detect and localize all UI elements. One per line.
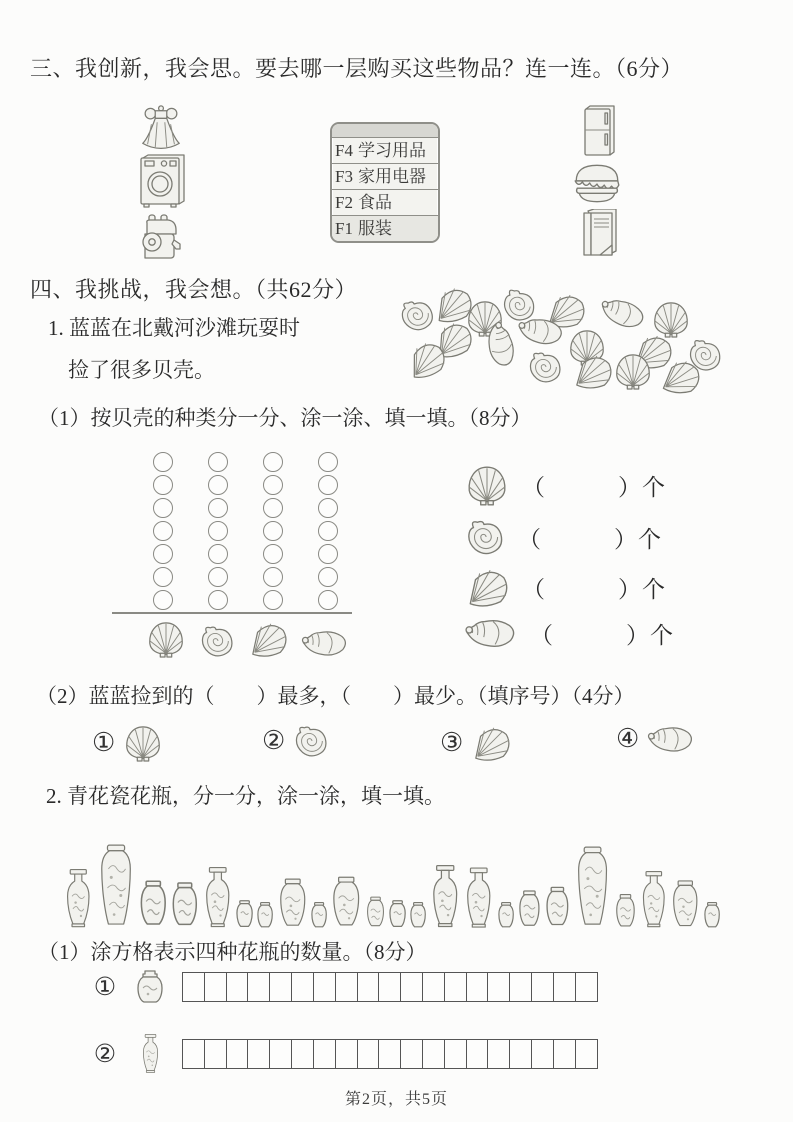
grid-cell xyxy=(378,972,401,1002)
grid-cell xyxy=(226,1039,249,1069)
tally-circle xyxy=(153,567,173,587)
grid-cell xyxy=(226,972,249,1002)
option-number: ② xyxy=(262,726,286,755)
tally-circle xyxy=(153,590,173,610)
tally-circle xyxy=(263,567,283,587)
grid-cell xyxy=(487,1039,510,1069)
grid-cell xyxy=(291,1039,314,1069)
tall-vase-icon xyxy=(430,864,460,930)
tally-circle xyxy=(318,521,338,541)
grid-row-2 xyxy=(92,1034,598,1074)
tally-circle xyxy=(263,498,283,518)
grid-cell xyxy=(182,1039,205,1069)
q1-part2-text: （2）蓝蓝捡到的（ ）最多，（ ）最少。（填序号）（4分） xyxy=(36,684,635,708)
floor-label: 服装 xyxy=(357,219,392,238)
grid-cell xyxy=(182,972,205,1002)
grid-cell xyxy=(509,1039,532,1069)
tally-circle xyxy=(318,544,338,564)
vase-row xyxy=(64,818,720,930)
fill-grid xyxy=(182,1039,598,1069)
small-vase-icon xyxy=(171,882,199,930)
conch-shell-icon xyxy=(646,724,696,754)
tiny-vase-icon xyxy=(410,902,426,930)
section4-title: 四、我挑战，我会想。（共62分） xyxy=(30,277,358,302)
grand-vase-icon xyxy=(97,842,135,930)
grid-cell xyxy=(531,972,554,1002)
med-vase-icon xyxy=(331,876,361,930)
grid-cell xyxy=(575,972,598,1002)
fan-shell-icon xyxy=(247,620,289,658)
shell-count-row xyxy=(464,464,666,506)
tally-circle xyxy=(208,498,228,518)
tally-circle xyxy=(153,498,173,518)
tally-circle xyxy=(208,544,228,564)
count-blank: （ ）个 xyxy=(522,576,666,602)
grid-row-1 xyxy=(92,970,598,1004)
vase-icon-holder xyxy=(132,970,168,1004)
floor-code: F4 xyxy=(335,141,353,160)
grid-cell xyxy=(378,1039,401,1069)
snail-shell-icon xyxy=(292,724,330,758)
floor-label: 家用电器 xyxy=(357,167,426,186)
snail-shell-icon xyxy=(526,350,564,384)
q1-part1-text: （1）按贝壳的种类分一分、涂一涂、填一填。（8分） xyxy=(38,406,532,430)
small-vase-icon xyxy=(366,896,385,930)
tall-vase-icon xyxy=(203,866,233,930)
grid-cell xyxy=(400,972,423,1002)
tiny-vase-icon xyxy=(704,902,720,930)
tiny-vase-icon xyxy=(236,900,253,930)
tally-circle xyxy=(318,475,338,495)
small-vase-icon xyxy=(545,886,570,930)
shell-option-2 xyxy=(262,724,330,758)
floor-code: F2 xyxy=(335,193,353,212)
grid-cell xyxy=(247,972,270,1002)
floor-code: F1 xyxy=(335,219,353,238)
med-vase-icon xyxy=(278,878,308,930)
shell-option-1 xyxy=(92,724,164,762)
tally-circle xyxy=(208,590,228,610)
grand-vase-icon xyxy=(574,844,611,930)
med-vase-icon xyxy=(671,880,700,930)
jar-vase-icon xyxy=(135,970,165,1004)
fan-shell-icon xyxy=(402,336,451,382)
tiny-vase-icon xyxy=(498,902,514,930)
grid-cell xyxy=(487,972,510,1002)
tally-circle xyxy=(318,498,338,518)
tally-circle xyxy=(318,452,338,472)
tally-circle xyxy=(208,475,228,495)
grid-cell xyxy=(313,972,336,1002)
page-footer: 第2页，共5页 xyxy=(344,1091,448,1108)
fan-shell-icon xyxy=(657,354,705,399)
q1-intro-line2: 捡了很多贝壳。 xyxy=(68,358,215,382)
snail-shell-icon xyxy=(464,518,506,556)
tiny-vase-icon xyxy=(311,902,327,930)
grid-cell xyxy=(509,972,532,1002)
count-blank: （ ）个 xyxy=(522,474,666,500)
vase-icon-holder xyxy=(132,1034,168,1074)
count-blank: （ ）个 xyxy=(518,526,662,552)
grid-cell xyxy=(291,972,314,1002)
grid-cell xyxy=(531,1039,554,1069)
scallop-shell-icon xyxy=(145,620,187,658)
fan-shell-icon xyxy=(571,351,616,392)
grid-cell xyxy=(444,972,467,1002)
tiny-vase-icon xyxy=(389,900,406,930)
tally-circle xyxy=(153,544,173,564)
grid-cell xyxy=(335,1039,358,1069)
tally-circle xyxy=(208,521,228,541)
conch-shell-icon xyxy=(514,313,568,350)
grid-cell xyxy=(357,972,380,1002)
grid-cell xyxy=(400,1039,423,1069)
scallop-shell-icon xyxy=(122,724,164,762)
option-number: ③ xyxy=(440,728,464,757)
section3-title: 三、我创新，我会思。要去哪一层购买这些物品？连一连。（6分） xyxy=(30,56,684,81)
conch-shell-icon xyxy=(300,628,350,658)
grid-cell xyxy=(204,972,227,1002)
grid-cell xyxy=(335,972,358,1002)
fan-shell-icon xyxy=(470,724,512,762)
grid-cell xyxy=(269,1039,292,1069)
scallop-shell-icon xyxy=(464,464,510,506)
tally-circle xyxy=(153,521,173,541)
grid-cell xyxy=(466,972,489,1002)
grid-cell xyxy=(575,1039,598,1069)
floor-label: 学习用品 xyxy=(357,141,426,160)
floor-label: 食品 xyxy=(357,193,392,212)
tally-circle xyxy=(208,567,228,587)
tally-baseline xyxy=(112,612,352,614)
q1-intro-line1: 1. 蓝蓝在北戴河沙滩玩耍时 xyxy=(48,316,300,340)
grid-cell xyxy=(444,1039,467,1069)
tally-circle xyxy=(318,567,338,587)
grid-cell xyxy=(269,972,292,1002)
tall-vase-icon xyxy=(64,868,93,930)
tall-vase-icon xyxy=(141,1034,160,1074)
fan-shell-icon xyxy=(464,566,510,608)
grid-cell xyxy=(553,972,576,1002)
tally-circle xyxy=(263,544,283,564)
fill-grid xyxy=(182,972,598,1002)
grid-row-number: ① xyxy=(93,974,117,1001)
shell-count-row xyxy=(464,518,662,556)
option-number: ① xyxy=(92,728,116,757)
tally-circle xyxy=(263,590,283,610)
small-vase-icon xyxy=(139,880,168,930)
shell-scatter xyxy=(0,0,793,420)
tally-circle xyxy=(153,452,173,472)
tally-circle xyxy=(263,521,283,541)
tally-circle xyxy=(263,475,283,495)
tally-circle xyxy=(153,475,173,495)
tally-category-shells xyxy=(145,620,350,658)
small-vase-icon xyxy=(518,890,541,930)
option-number: ④ xyxy=(616,724,640,753)
grid-cell xyxy=(422,1039,445,1069)
grid-cell xyxy=(466,1039,489,1069)
shell-count-row xyxy=(464,566,666,608)
q2-intro: 2. 青花瓷花瓶，分一分，涂一涂，填一填。 xyxy=(46,784,445,808)
grid-cell xyxy=(357,1039,380,1069)
count-blank: （ ）个 xyxy=(530,622,674,648)
tall-vase-icon xyxy=(640,870,668,930)
tally-circle xyxy=(318,590,338,610)
small-vase-icon xyxy=(615,894,636,930)
tally-circle xyxy=(263,452,283,472)
tally-circle xyxy=(208,452,228,472)
q2-part1-text: （1）涂方格表示四种花瓶的数量。（8分） xyxy=(38,940,427,964)
shell-count-row xyxy=(464,616,674,650)
grid-cell xyxy=(553,1039,576,1069)
shell-option-4 xyxy=(616,724,696,754)
grid-row-number: ② xyxy=(93,1041,117,1068)
snail-shell-icon xyxy=(198,624,236,658)
scallop-shell-icon xyxy=(612,352,654,390)
tally-chart xyxy=(153,452,338,610)
grid-cell xyxy=(247,1039,270,1069)
tiny-vase-icon xyxy=(257,902,273,930)
grid-cell xyxy=(313,1039,336,1069)
grid-cell xyxy=(204,1039,227,1069)
floor-code: F3 xyxy=(335,167,353,186)
shell-option-3 xyxy=(440,724,512,762)
conch-shell-icon xyxy=(464,616,518,650)
tall-vase-icon xyxy=(464,867,494,930)
grid-cell xyxy=(422,972,445,1002)
